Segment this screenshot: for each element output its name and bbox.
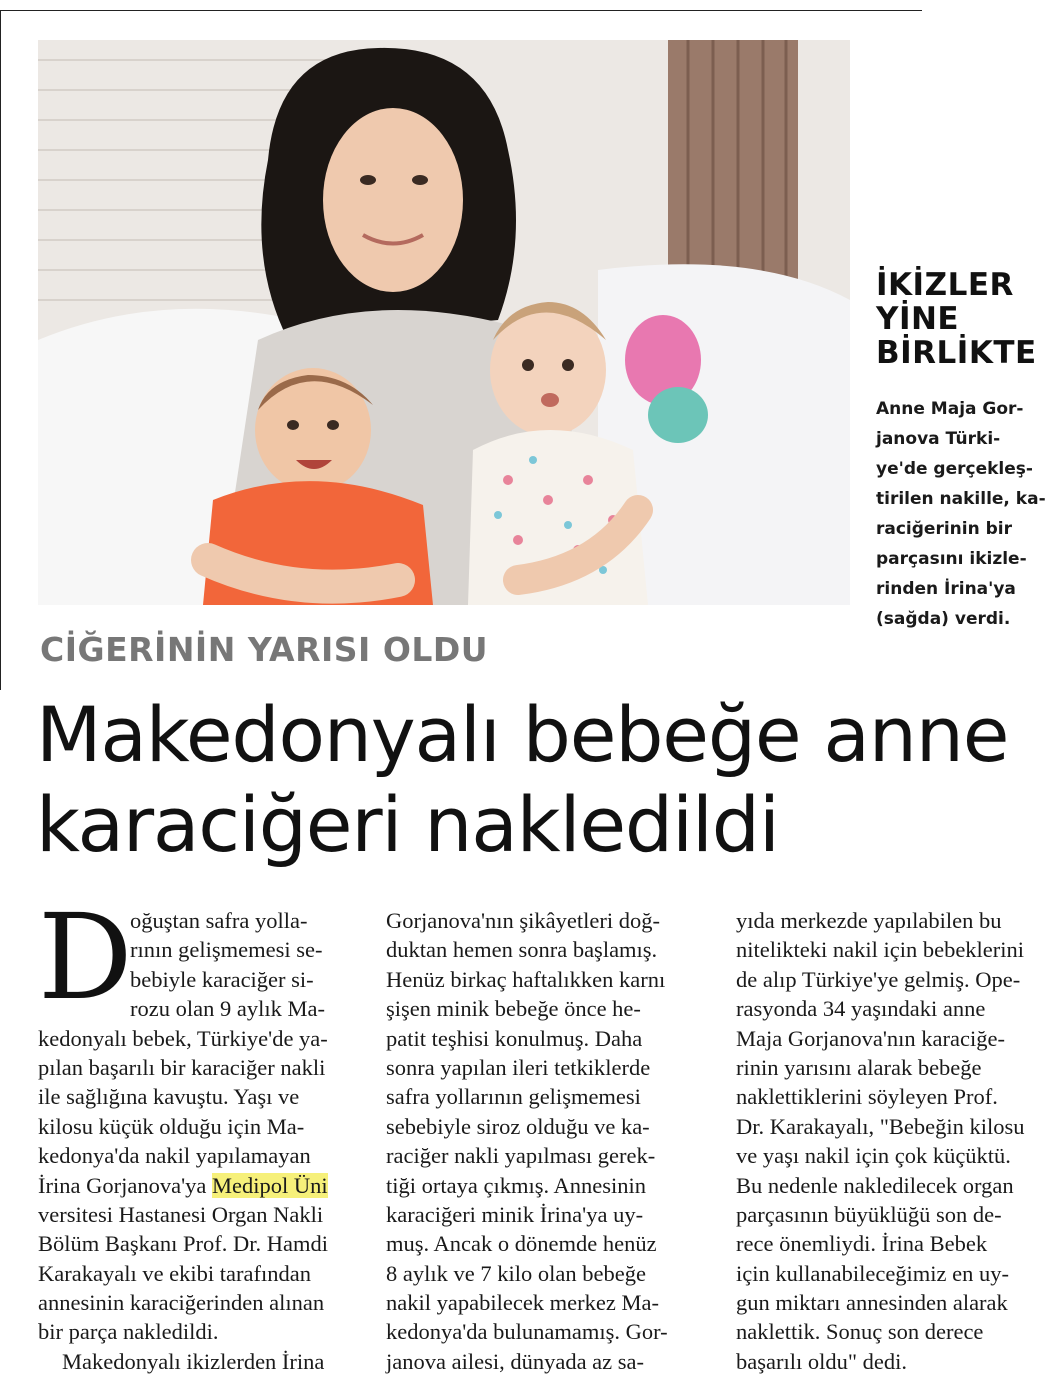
body-line: 8 aylık ve 7 kilo olan bebeğe [386, 1260, 646, 1286]
caption-title-line: İKİZLER [876, 267, 1014, 303]
caption-text [876, 394, 1056, 634]
body-line: Bölüm Başkanı Prof. Dr. Hamdi [38, 1231, 328, 1257]
caption-line: (sağda) verdi. [876, 609, 1011, 629]
caption-title [876, 268, 1056, 370]
body-line: annesinin karaciğerinden alınan [38, 1290, 325, 1316]
kicker-headline: CİĞERİNİN YARISI OLDU [40, 630, 489, 669]
caption-line: parçasını ikizle- [876, 549, 1027, 569]
body-line: yıda merkezde yapılabilen bu [736, 908, 1002, 933]
body-line: rasyonda 34 yaşındaki anne [736, 996, 986, 1022]
body-line: duktan hemen sonra başlamış. [386, 937, 658, 963]
body-line: janova ailesi, dünyada az sa- [386, 1348, 645, 1374]
body-line-with-highlight [38, 1171, 358, 1200]
mother-with-twins-illustration [38, 40, 850, 605]
body-line: şişen minik bebeğe önce he- [386, 996, 641, 1022]
body-line: bir parça nakledildi. [38, 1319, 219, 1345]
body-line: safra yollarının gelişmemesi [386, 1084, 641, 1110]
caption-line: ye'de gerçekleş- [876, 459, 1033, 479]
article-photo [38, 40, 850, 605]
article-column-2 [386, 906, 706, 1376]
body-line: rozu olan 9 aylık Ma- [130, 996, 325, 1022]
body-line: pılan başarılı bir karaciğer nakli [38, 1054, 326, 1080]
body-line: Henüz birkaç haftalıkken karnı [386, 966, 666, 992]
highlighted-text: Medipol Üni [211, 1172, 328, 1198]
body-line: bebiyle karaciğer si- [130, 966, 314, 992]
caption-line: janova Türki- [876, 429, 1001, 449]
body-line: Dr. Karakayalı, "Bebeğin kilosu [736, 1113, 1025, 1139]
body-line: versitesi Hastanesi Organ Nakli [38, 1201, 324, 1227]
body-line: gun miktarı annesinden alarak [736, 1290, 1008, 1316]
body-line: Maja Gorjanova'nın karaciğe- [736, 1025, 1005, 1051]
body-line: nakil yapabilecek merkez Ma- [386, 1290, 659, 1316]
body-line: oğuştan safra yolla- [130, 908, 308, 933]
body-line: kedonyalı bebek, Türkiye'de ya- [38, 1025, 328, 1051]
page-frame-top-rule [0, 10, 922, 11]
body-line: kilosu küçük olduğu için Ma- [38, 1113, 305, 1139]
caption-title-line: YİNE [876, 301, 960, 337]
body-line: karaciğeri minik İrina'ya uy- [386, 1201, 644, 1227]
caption-line: raciğerinin bir [876, 519, 1012, 539]
body-line: parçasının büyüklüğü son de- [736, 1201, 1002, 1227]
caption-title-line: BİRLİKTE [876, 335, 1037, 371]
body-line: naklettik. Sonuç son derece [736, 1319, 984, 1345]
body-line: Bu nedenle nakledilecek organ [736, 1172, 1014, 1198]
body-line: sonra yapılan ileri tetkiklerde [386, 1054, 651, 1080]
headline-line-2: karaciğeri nakledildi [36, 780, 779, 869]
body-line: rının gelişmemesi se- [130, 937, 323, 963]
body-line: raciğer nakli yapılması gerek- [386, 1143, 656, 1169]
body-line: sebebiyle siroz olduğu ve ka- [386, 1113, 650, 1139]
article-column-3 [736, 906, 1056, 1376]
caption-line: Anne Maja Gor- [876, 399, 1024, 419]
article-column-1 [38, 906, 358, 1376]
caption-line: tirilen nakille, ka- [876, 489, 1046, 509]
body-line: Makedonyalı ikizlerden İrina [62, 1348, 325, 1374]
drop-cap: D [38, 888, 133, 1026]
body-line: Gorjanova'nın şikâyetleri doğ- [386, 908, 660, 933]
caption-line: rinden İrina'ya [876, 579, 1016, 599]
body-line: nitelikteki nakil için bebeklerini [736, 937, 1025, 963]
body-line: naklettiklerini söyleyen Prof. [736, 1084, 998, 1110]
body-line: tiği ortaya çıkmış. Annesinin [386, 1172, 646, 1198]
body-line: rinin yarısını alarak bebeğe [736, 1054, 982, 1080]
body-line: başarılı oldu" dedi. [736, 1348, 908, 1374]
body-line: patit teşhisi konulmuş. Daha [386, 1025, 643, 1051]
page-frame-left-rule [0, 10, 1, 690]
headline-line-1: Makedonyalı bebeğe anne [36, 690, 1009, 779]
body-line: ve yaşı nakil için çok küçüktü. [736, 1143, 1011, 1169]
body-line: için kullanabileceğimiz en uy- [736, 1260, 1010, 1286]
body-line: kedonya'da nakil yapılamayan [38, 1143, 311, 1169]
body-line: de alıp Türkiye'ye gelmiş. Ope- [736, 966, 1021, 992]
body-line: rece önemliydi. İrina Bebek [736, 1231, 988, 1257]
body-line: muş. Ancak o dönemde henüz [386, 1231, 657, 1257]
body-text: İrina Gorjanova'ya [38, 1172, 212, 1198]
body-line: Karakayalı ve ekibi tarafından [38, 1260, 311, 1286]
body-line: kedonya'da bulunamamış. Gor- [386, 1319, 668, 1345]
main-headline [36, 690, 1056, 870]
body-line: ile sağlığına kavuştu. Yaşı ve [38, 1084, 300, 1110]
